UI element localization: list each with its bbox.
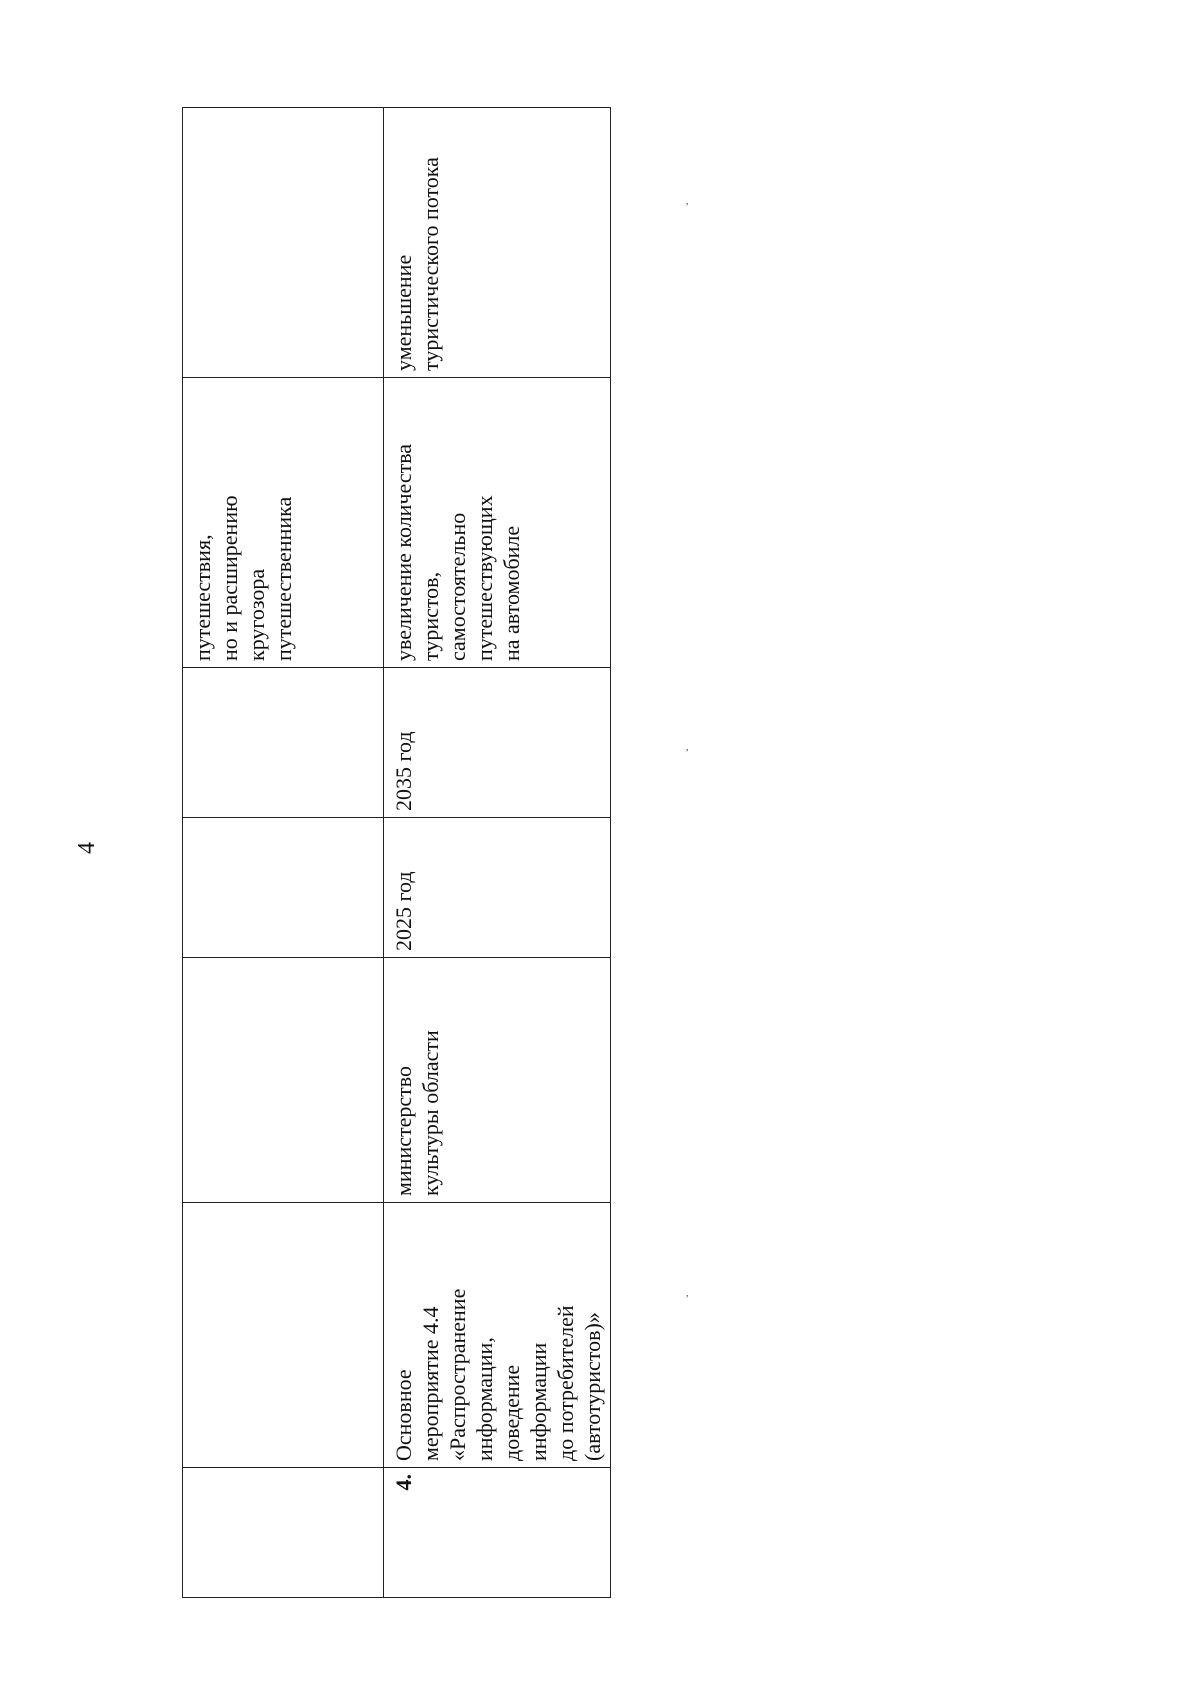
cell-number — [183, 1468, 384, 1598]
cell-end-year — [183, 668, 384, 818]
program-table-wrapper — [182, 108, 605, 1598]
cell-event: Основное мероприятие 4.4 «Распространение информации, доведение информации до потребителей (автотуристов)» — [384, 1203, 611, 1468]
cell-executor — [183, 958, 384, 1203]
program-table — [182, 107, 611, 1598]
cell-end-year: 2035 год — [384, 668, 611, 818]
cell-start-year: 2025 год — [384, 818, 611, 958]
cell-consequence: уменьшение туристического потока — [384, 108, 611, 378]
cell-start-year — [183, 818, 384, 958]
scan-mark: , — [686, 196, 689, 207]
cell-result: путешествия, но и расширению кругозора путешественника — [183, 378, 384, 668]
cell-event — [183, 1203, 384, 1468]
cell-number: 4. — [384, 1468, 611, 1598]
table-row — [384, 108, 611, 1598]
scan-mark: , — [686, 1288, 689, 1299]
cell-consequence — [183, 108, 384, 378]
cell-result: увеличение количества туристов, самостоятельно путешествующих на автомобиле — [384, 378, 611, 668]
table-row-continued — [183, 108, 384, 1598]
scan-mark: , — [686, 742, 689, 753]
cell-executor: министерство культуры области — [384, 958, 611, 1203]
page-number: 4 — [74, 842, 100, 854]
